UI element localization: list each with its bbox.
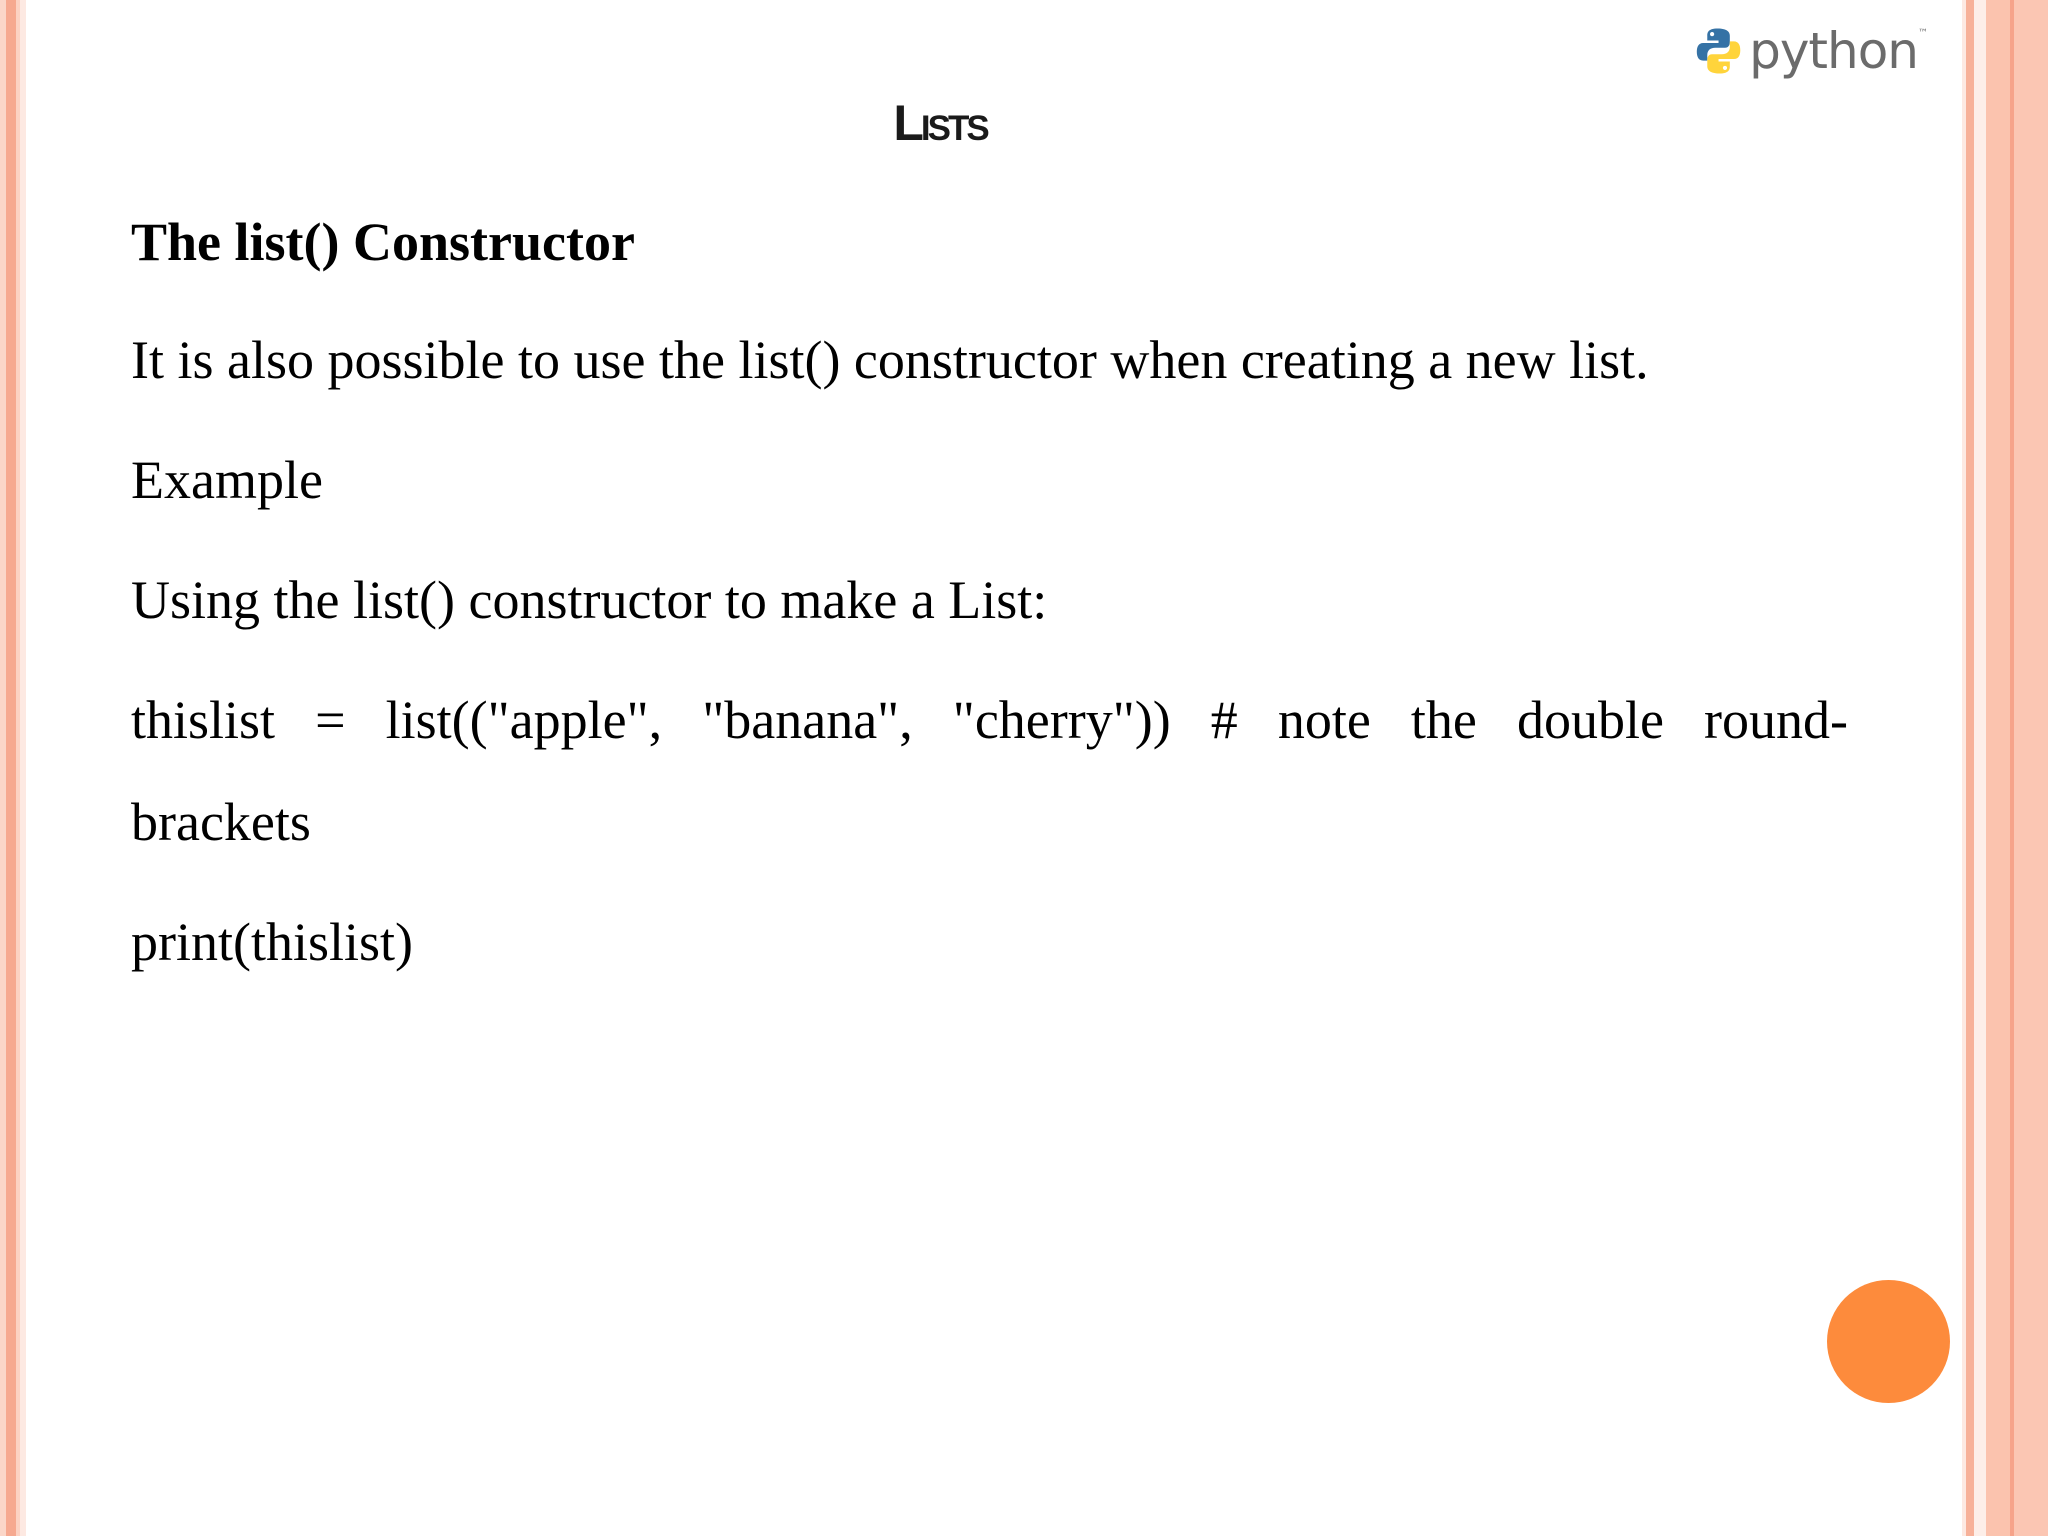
code-word: the <box>1410 690 1477 750</box>
code-word: double <box>1516 690 1664 750</box>
left-decorative-border <box>0 0 26 1536</box>
code-word: round- <box>1704 690 1848 750</box>
code-word: # <box>1210 690 1238 750</box>
code-word: list(("apple", <box>385 690 663 750</box>
trademark-symbol: ™ <box>1918 28 1928 39</box>
intro-paragraph: It is also possible to use the list() constructor when creating a new list. <box>131 330 1649 390</box>
decorative-orange-circle <box>1827 1280 1950 1403</box>
section-heading: The list() Constructor <box>131 212 635 272</box>
code-word: note <box>1277 690 1371 750</box>
code-word: = <box>315 690 346 750</box>
code-word: "banana", <box>702 690 913 750</box>
code-word: "cherry")) <box>952 690 1171 750</box>
example-label: Example <box>131 450 323 510</box>
example-description: Using the list() constructor to make a List: <box>131 570 1048 630</box>
python-logo <box>1696 16 1928 86</box>
python-icon <box>1696 21 1741 81</box>
code-word: thislist <box>131 690 276 750</box>
python-wordmark: python <box>1749 22 1918 80</box>
code-print-line: print(thislist) <box>131 912 413 972</box>
code-line <box>131 688 1848 752</box>
code-line-continuation: brackets <box>131 792 311 852</box>
slide-title: Lists <box>893 95 987 151</box>
right-decorative-border <box>1962 0 2048 1536</box>
